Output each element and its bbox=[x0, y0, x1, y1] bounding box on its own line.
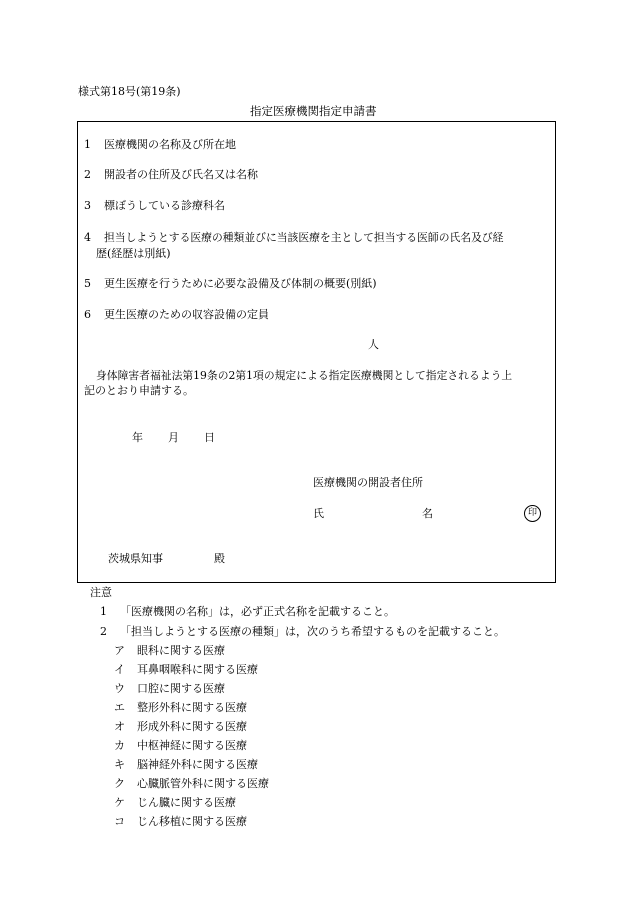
note-2-text: 「担当しようとする医療の種類」は，次のうち希望するものを記載すること。 bbox=[120, 625, 505, 638]
item-2-number: 2 bbox=[84, 168, 91, 181]
note-1-text: 「医療機関の名称」は，必ず正式名称を記載すること。 bbox=[120, 605, 395, 618]
item-4-text-line1: 担当しようとする医療の種類並びに当該医療を主として担当する医師の氏名及び経 bbox=[104, 231, 504, 244]
option-label: キ bbox=[114, 758, 125, 771]
honorific: 殿 bbox=[214, 552, 225, 565]
item-4-text-line2: 歴(経歴は別紙) bbox=[96, 247, 171, 260]
form-number: 様式第18号(第19条) bbox=[78, 85, 181, 98]
option-text: 耳鼻咽喉科に関する医療 bbox=[137, 663, 258, 676]
option-label: ク bbox=[114, 777, 125, 790]
item-3-text: 標ぼうしている診療科名 bbox=[104, 199, 225, 212]
notes-heading: 注意 bbox=[90, 586, 112, 599]
option-label: カ bbox=[114, 739, 125, 752]
option-label: ウ bbox=[114, 682, 125, 695]
option-label: ア bbox=[114, 644, 125, 657]
option-text: 眼科に関する医療 bbox=[137, 644, 225, 657]
option-text: 形成外科に関する医療 bbox=[137, 720, 247, 733]
option-text: 中枢神経に関する医療 bbox=[137, 739, 247, 752]
item-6-text: 更生医療のための収容設備の定員 bbox=[104, 308, 269, 321]
item-4-number: 4 bbox=[84, 231, 91, 244]
item-1-number: 1 bbox=[84, 138, 91, 151]
option-text: 整形外科に関する医療 bbox=[137, 701, 247, 714]
name-label-first: 氏 bbox=[313, 507, 324, 520]
date-year-label: 年 bbox=[132, 431, 143, 444]
addressee: 茨城県知事 bbox=[108, 552, 163, 565]
option-label: オ bbox=[114, 720, 125, 733]
item-2-text: 開設者の住所及び氏名又は名称 bbox=[104, 168, 258, 181]
item-5-number: 5 bbox=[84, 277, 91, 290]
declaration-line-2: 記のとおり申請する。 bbox=[84, 384, 194, 397]
name-label-second: 名 bbox=[422, 507, 433, 520]
document-title: 指定医療機関指定申請書 bbox=[250, 104, 377, 118]
declaration-line-1: 身体障害者福祉法第19条の2第1項の規定による指定医療機関として指定されるよう上 bbox=[96, 369, 513, 382]
option-text: 心臓脈管外科に関する医療 bbox=[137, 777, 269, 790]
option-text: じん移植に関する医療 bbox=[137, 815, 247, 828]
item-1-text: 医療機関の名称及び所在地 bbox=[104, 138, 236, 151]
option-text: 脳神経外科に関する医療 bbox=[137, 758, 258, 771]
option-text: じん臓に関する医療 bbox=[137, 796, 236, 809]
option-label: エ bbox=[114, 701, 125, 714]
item-5-text: 更生医療を行うために必要な設備及び体制の概要(別紙) bbox=[104, 277, 377, 290]
date-month-label: 月 bbox=[168, 431, 179, 444]
date-day-label: 日 bbox=[204, 431, 215, 444]
option-label: ケ bbox=[114, 796, 125, 809]
capacity-unit: 人 bbox=[368, 338, 379, 351]
item-6-number: 6 bbox=[84, 308, 91, 321]
item-3-number: 3 bbox=[84, 199, 91, 212]
seal-mark: 印 bbox=[524, 505, 541, 522]
option-text: 口腔に関する医療 bbox=[137, 682, 225, 695]
applicant-address-label: 医療機関の開設者住所 bbox=[313, 476, 423, 489]
note-1-number: 1 bbox=[100, 605, 107, 618]
option-label: イ bbox=[114, 663, 125, 676]
option-label: コ bbox=[114, 815, 125, 828]
note-2-number: 2 bbox=[100, 625, 107, 638]
application-form-box bbox=[77, 121, 556, 583]
